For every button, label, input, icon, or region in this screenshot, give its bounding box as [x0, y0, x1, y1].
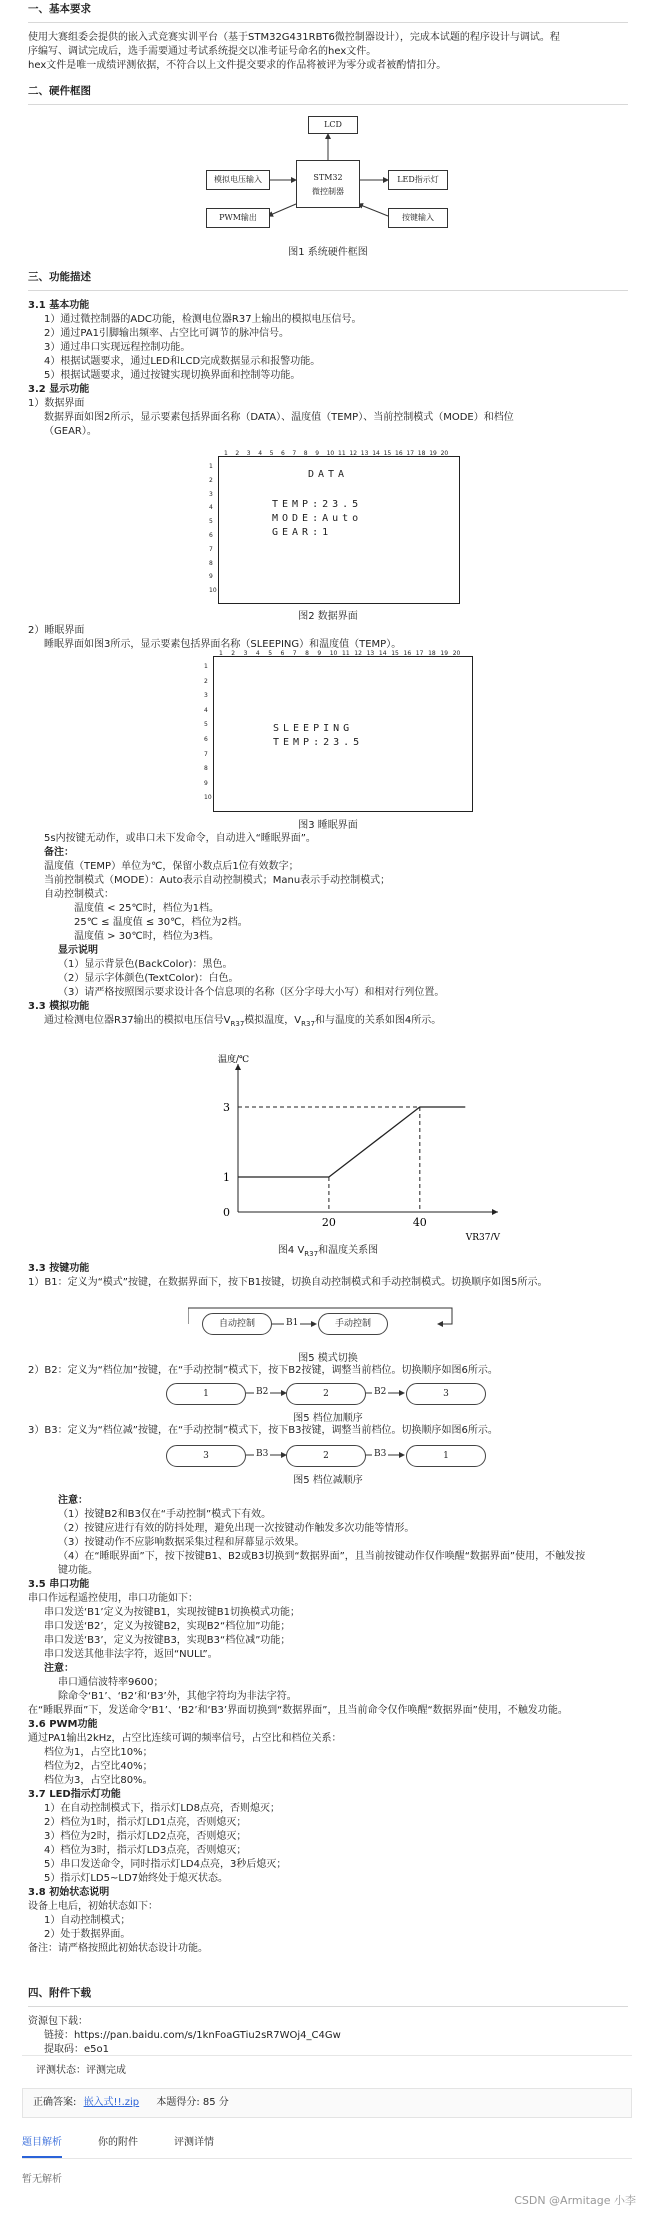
note-title: 显示说明	[58, 945, 98, 956]
row-number: 5	[204, 721, 208, 729]
column-number: 5	[269, 450, 274, 457]
text: 和温度关系图	[318, 1245, 379, 1256]
figure-caption: 图5 档位减顺序	[293, 1475, 363, 1486]
paragraph: 5s内按键无动作，或串口未下发命令，自动进入“睡眠界面”。	[44, 833, 316, 844]
column-number: 2	[231, 650, 236, 657]
note: 串口通信波特率9600；	[58, 1677, 164, 1688]
figure-caption: 图5 档位加顺序	[293, 1413, 363, 1424]
row-number: 7	[204, 750, 208, 758]
note: （4）在“睡眠界面”下，按下按键B1、B2或B3切换到“数据界面”，且当前按键动作仅作唤醒“数据界面”使用，不触发按	[58, 1551, 586, 1562]
paragraph: 资源包下载：	[28, 2016, 88, 2027]
row-number: 4	[204, 706, 208, 714]
subsection-title: 3.3 按键功能	[28, 1263, 90, 1274]
hardware-diagram	[188, 112, 488, 242]
column-number: 16	[403, 650, 412, 657]
tab-analysis[interactable]: 题目解析	[22, 2136, 62, 2158]
column-number: 1	[224, 450, 228, 457]
screen-line: SLEEPING	[273, 723, 354, 734]
paragraph: （GEAR）。	[44, 426, 97, 437]
screen-line: TEMP:23.5	[273, 737, 364, 748]
list-item: 档位为3，占空比80%。	[44, 1775, 153, 1786]
row-number: 9	[209, 573, 213, 581]
x-tick-label: 40	[412, 1216, 427, 1229]
screen-line: DATA	[308, 469, 349, 480]
mcu-box	[296, 160, 360, 208]
subscript: R37	[301, 1020, 315, 1028]
column-number: 14	[372, 450, 380, 457]
section-title-function: 三、功能描述	[28, 271, 91, 283]
note-title: 注意：	[58, 1495, 88, 1506]
section-title-hardware: 二、硬件框图	[28, 85, 91, 97]
list-item: 5）指示灯LD5~LD7始终处于熄灭状态。	[44, 1873, 229, 1884]
x-axis-label: VR37/V	[465, 1233, 500, 1240]
paragraph: 备注：请严格按照此初始状态设计功能。	[28, 1943, 208, 1954]
column-number: 5	[268, 650, 273, 657]
series-line	[238, 1107, 465, 1177]
row-number: 10	[209, 587, 217, 595]
subsection-title: 3.8 初始状态说明	[28, 1887, 110, 1898]
gear-node: 3	[166, 1445, 246, 1467]
list-item: 档位为2，占空比40%；	[44, 1761, 153, 1772]
gear-node: 1	[166, 1383, 246, 1405]
list-item: 2）档位为1时，指示灯LD1点亮，否则熄灭；	[44, 1817, 247, 1828]
rule: 25℃ ≤ 温度值 ≤ 30℃，档位为2档。	[74, 917, 248, 928]
list-item: 3）档位为2时，指示灯LD2点亮，否则熄灭；	[44, 1831, 247, 1842]
column-number: 8	[305, 650, 309, 657]
screen-line: MODE:Auto	[272, 513, 363, 524]
extract-code: e5o1	[84, 2044, 109, 2055]
note: （1）按键B2和B3仅在“手动控制”模式下有效。	[58, 1509, 272, 1520]
paragraph	[28, 1014, 628, 1031]
list-item: 1）在自动控制模式下，指示灯LD8点亮，否则熄灭；	[44, 1803, 280, 1814]
figure-caption: 图5 模式切换	[298, 1353, 358, 1364]
paragraph: hex文件是唯一成绩评测依据，不符合以上文件提交要求的作品将被评为零分或者被酌情扣分。	[28, 60, 447, 71]
result-panel	[22, 2055, 632, 2187]
note: （3）按键动作不应影响数据采集过程和屏幕显示效果。	[58, 1537, 305, 1548]
download-link-line	[28, 2029, 628, 2043]
column-number: 19	[429, 450, 437, 457]
column-number: 6	[280, 650, 285, 657]
row-number: 3	[204, 692, 208, 700]
led-box: LED指示灯	[388, 170, 448, 190]
list-item: 串口发送其他非法字符，返回“NULL”。	[44, 1649, 218, 1660]
column-number: 12	[349, 450, 358, 457]
row-number: 1	[209, 463, 213, 470]
download-link[interactable]: https://pan.baidu.com/s/1knFoaGTiu2sR7WOj4_C4Gw	[74, 2030, 341, 2041]
code-label: 提取码：	[44, 2044, 84, 2055]
text: 图4 V	[277, 1245, 305, 1256]
row-number: 1	[204, 663, 208, 670]
column-number: 15	[391, 650, 399, 657]
column-number: 19	[440, 650, 449, 657]
column-number: 3	[246, 450, 251, 457]
note: 温度值（TEMP）单位为℃，保留小数点后1位有效数字；	[44, 861, 299, 872]
column-number: 18	[428, 650, 436, 657]
column-number: 2	[235, 450, 240, 457]
column-number: 14	[378, 650, 387, 657]
row-number: 8	[204, 765, 208, 773]
tab-eval-details[interactable]: 评测详情	[174, 2137, 214, 2148]
subsection-title: 3.1 基本功能	[28, 300, 90, 311]
mode-switch-diagram	[188, 1300, 488, 1350]
arrow-label: B1	[286, 1318, 299, 1328]
list-item: 串口发送‘B1’定义为按键B1，实现按键B1切换模式功能；	[44, 1607, 301, 1618]
vr37-temp-chart	[198, 1050, 518, 1240]
eval-status: 评测状态：评测完成	[36, 2065, 126, 2076]
column-number: 10	[326, 450, 335, 457]
gear-up-diagram	[166, 1380, 506, 1406]
column-number: 11	[342, 650, 350, 657]
column-number: 20	[452, 650, 461, 657]
paragraph: 在“睡眠界面”下，发送命令‘B1’、‘B2’和‘B3’界面切换到“数据界面”，且当前命令仅作唤醒“数据界面”使用，不触发功能。	[28, 1705, 568, 1716]
gear-node: 3	[406, 1383, 486, 1405]
column-number: 20	[440, 450, 449, 457]
x-axis-arrow	[492, 1209, 498, 1215]
y-axis-label: 温度/℃	[218, 1055, 250, 1065]
subscript: R37	[230, 1020, 245, 1028]
section-title-basic: 一、基本要求	[28, 3, 91, 15]
tab-attachments[interactable]: 你的附件	[98, 2137, 138, 2148]
note: 除命令‘B1’、‘B2’和‘B3’外，其他字符均为非法字符。	[58, 1691, 297, 1702]
rule: 温度值 > 30℃时，档位为3档。	[74, 931, 220, 942]
list-item: 5）根据试题要求，通过按键实现切换界面和控制等功能。	[44, 370, 301, 381]
list-item: 4）档位为3时，指示灯LD3点亮，否则熄灭；	[44, 1845, 247, 1856]
watermark: CSDN @Armitage 小李	[514, 2194, 636, 2207]
column-number: 8	[303, 450, 308, 457]
note: 键功能。	[58, 1565, 98, 1576]
note: （2）按键应进行有效的防抖处理，避免出现一次按键动作触发多次功能等情形。	[58, 1523, 415, 1534]
row-number: 7	[209, 545, 213, 553]
divider	[28, 2006, 628, 2007]
paragraph: 3）B3：定义为“档位减”按键，在“手动控制”模式下，按下B3按键，调整当前档位。切换顺序如图6所示。	[28, 1425, 498, 1436]
y-tick-label: 3	[223, 1101, 230, 1114]
answer-label: 正确答案:	[33, 2097, 77, 2108]
list-item: 1）通过微控制器的ADC功能，检测电位器R37上输出的模拟电压信号。	[44, 314, 362, 325]
column-number: 18	[417, 450, 426, 457]
column-number: 4	[258, 450, 263, 457]
text: 通过检测电位器R37输出的模拟电压信号V	[44, 1015, 231, 1026]
gear-node: 2	[286, 1383, 366, 1405]
paragraph: 2）睡眠界面	[28, 625, 85, 636]
link-label: 链接：	[44, 2030, 74, 2041]
paragraph: 1）B1：定义为“模式”按键，在数据界面下，按下B1按键，切换自动控制模式和手动控制模式。切换顺序如图5所示。	[28, 1277, 548, 1288]
subsection-title: 3.3 模拟功能	[28, 1001, 90, 1012]
list-item: 串口发送‘B2’，定义为按键B2，实现B2“档位加”功能；	[44, 1621, 291, 1632]
column-number: 15	[383, 450, 392, 457]
column-number: 4	[255, 650, 260, 657]
lcd-grid-data	[208, 448, 468, 606]
paragraph: 1）数据界面	[28, 398, 85, 409]
column-number: 7	[292, 450, 297, 457]
column-number: 7	[292, 650, 297, 657]
x-tick-label: 20	[321, 1216, 336, 1229]
arrow-label: B2	[374, 1387, 387, 1397]
row-number: 3	[209, 490, 213, 498]
paragraph: 序编写、调试完成后，选手需要通过考试系统提交以准考证号命名的hex文件。	[28, 46, 377, 57]
column-number: 13	[366, 650, 375, 657]
list-item: （3）请严格按照图示要求设计各个信息项的名称（区分字母大小写）和相对行列位置。	[58, 987, 445, 998]
column-number: 16	[395, 450, 403, 457]
mode-auto-node: 自动控制	[202, 1313, 272, 1335]
list-item: 3）通过串口实现远程控制功能。	[44, 342, 191, 353]
figure-caption: 图1 系统硬件框图	[288, 247, 368, 258]
column-number: 17	[406, 450, 415, 457]
column-number: 17	[415, 650, 424, 657]
text: 模拟温度，V	[244, 1015, 302, 1026]
list-item: 2）通过PA1引脚输出频率、占空比可调节的脉冲信号。	[44, 328, 289, 339]
note: 当前控制模式（MODE）：Auto表示自动控制模式；Manu表示手动控制模式；	[44, 875, 391, 886]
arrow-label: B2	[256, 1387, 269, 1397]
rule: 温度值 < 25℃时，档位为1档。	[74, 903, 220, 914]
y-tick-label: 0	[223, 1206, 230, 1219]
row-number: 9	[204, 779, 208, 787]
figure-caption	[28, 1244, 628, 1261]
answer-file-link[interactable]: 嵌入式!!.zip	[83, 2097, 140, 2108]
tab-bar	[22, 2136, 632, 2159]
arrow-label: B3	[256, 1449, 269, 1459]
column-number: 9	[315, 450, 320, 457]
list-item: 档位为1，占空比10%；	[44, 1747, 153, 1758]
column-number: 9	[317, 650, 322, 657]
answer-box	[22, 2088, 632, 2118]
column-number: 6	[281, 450, 285, 457]
column-number: 11	[338, 450, 346, 457]
column-number: 10	[329, 650, 338, 657]
column-number: 3	[243, 650, 248, 657]
divider	[28, 22, 628, 23]
list-item: 2）处于数据界面。	[44, 1929, 131, 1940]
paragraph: 设备上电后，初始状态如下：	[28, 1901, 158, 1912]
lcd-box: LCD	[308, 116, 358, 134]
section-title-attachment: 四、附件下载	[28, 1987, 91, 1999]
pwm-box: PWM输出	[206, 208, 270, 228]
row-number: 6	[204, 736, 208, 743]
paragraph: 使用大赛组委会提供的嵌入式竞赛实训平台（基于STM32G431RBT6微控制器设计），完成本试题的程序设计与调试。程	[28, 32, 560, 43]
screen-line: TEMP:23.5	[272, 499, 363, 510]
paragraph: 2）B2：定义为“档位加”按键，在“手动控制”模式下，按下B2按键，调整当前档位。切换顺序如图6所示。	[28, 1365, 498, 1376]
score: 本题得分: 85 分	[156, 2097, 229, 2108]
mcu-label-2: 微控制器	[312, 187, 344, 196]
paragraph: 睡眠界面如图3所示，显示要素包括界面名称（SLEEPING）和温度值（TEMP）。	[44, 639, 402, 650]
y-tick-label: 1	[223, 1171, 230, 1184]
gear-node: 1	[406, 1445, 486, 1467]
list-item: 5）串口发送命令，同时指示灯LD4点亮，3秒后熄灭；	[44, 1859, 287, 1870]
figure-caption: 图2 数据界面	[298, 611, 358, 622]
figure-caption: 图3 睡眠界面	[298, 820, 358, 831]
divider	[28, 104, 628, 105]
subsection-title: 3.2 显示功能	[28, 384, 90, 395]
list-item: 4）根据试题要求，通过LED和LCD完成数据显示和报警功能。	[44, 356, 321, 367]
key-box: 按键输入	[388, 208, 448, 228]
column-number: 13	[360, 450, 369, 457]
subsection-title: 3.6 PWM功能	[28, 1719, 98, 1730]
divider	[28, 290, 628, 291]
list-item: 1）自动控制模式；	[44, 1915, 131, 1926]
paragraph: 串口作远程遥控使用，串口功能如下：	[28, 1593, 198, 1604]
row-number: 4	[209, 504, 213, 512]
row-number: 2	[209, 476, 213, 484]
screen-line: GEAR:1	[272, 527, 333, 538]
note-title: 备注：	[44, 847, 74, 858]
empty-analysis: 暂无解析	[22, 2174, 62, 2185]
paragraph: 数据界面如图2所示，显示要素包括界面名称（DATA）、温度值（TEMP）、当前控制模式（MODE）和档位	[44, 412, 514, 423]
adc-box: 模拟电压输入	[206, 170, 270, 190]
list-item: （1）显示背景色(BackColor)：黑色。	[58, 959, 233, 970]
mcu-label-1: STM32	[313, 173, 343, 182]
column-number: 12	[354, 650, 362, 657]
note: 自动控制模式：	[44, 889, 114, 900]
paragraph: 通过PA1输出2kHz，占空比连续可调的频率信号，占空比和档位关系：	[28, 1733, 342, 1744]
note-title: 注意：	[44, 1663, 74, 1674]
mode-manual-node: 手动控制	[318, 1313, 388, 1335]
row-number: 6	[209, 532, 213, 539]
lcd-grid-sleep	[203, 650, 478, 815]
arrow-label: B3	[374, 1449, 387, 1459]
gear-node: 2	[286, 1445, 366, 1467]
list-item: 串口发送‘B3’，定义为按键B3，实现B3“档位减”功能；	[44, 1635, 291, 1646]
list-item: （2）显示字体颜色(TextColor)：白色。	[58, 973, 239, 984]
row-number: 2	[204, 677, 208, 685]
row-number: 10	[204, 794, 212, 802]
subscript: R37	[304, 1250, 319, 1258]
row-number: 8	[209, 559, 213, 567]
subsection-title: 3.7 LED指示灯功能	[28, 1789, 121, 1800]
column-number: 1	[219, 650, 223, 657]
gear-down-diagram	[166, 1442, 506, 1468]
row-number: 5	[209, 518, 213, 526]
subsection-title: 3.5 串口功能	[28, 1579, 90, 1590]
text: 和与温度的关系如图4所示。	[314, 1015, 442, 1026]
